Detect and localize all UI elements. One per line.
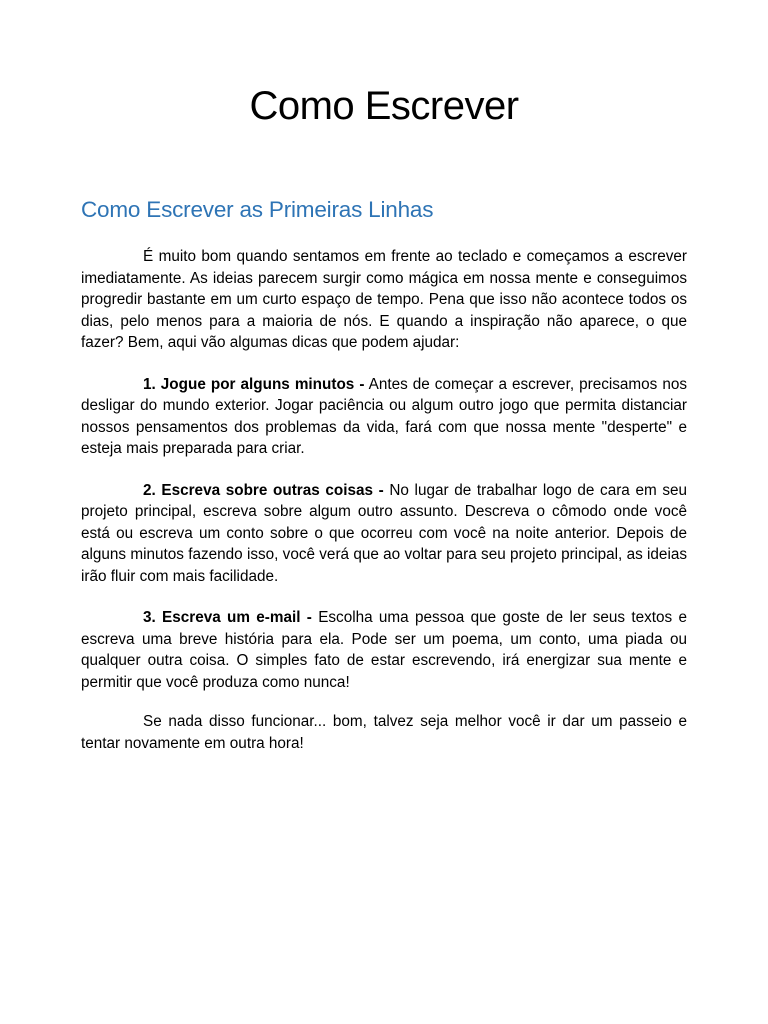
document-body bbox=[81, 246, 687, 774]
closing-paragraph: Se nada disso funcionar... bom, talvez seja melhor você ir dar um passeio e tentar novamente em outra hora! bbox=[81, 713, 687, 752]
section-heading: Como Escrever as Primeiras Linhas bbox=[81, 197, 434, 222]
tip-text-3: Escolha uma pessoa que goste de ler seus textos e escreva uma breve história para ela. Pode ser um poema, um conto, uma piada ou qualquer outra coisa. O simples fato de estar escrevendo, irá energizar sua mente e permitir que você produza como nunca! bbox=[81, 609, 688, 691]
document-title: Como Escrever bbox=[249, 84, 519, 128]
intro-paragraph: É muito bom quando sentamos em frente ao teclado e começamos a escrever imediatamente. As ideias parecem surgir como mágica em nossa mente e conseguimos progredir bastante em um curto espaço de tempo. Pena que isso não acontece todos os dias, pelo menos para a maioria de nós. E quando a inspiração não aparece, o que fazer? Bem, aqui vão algumas dicas que podem ajudar: bbox=[81, 248, 687, 351]
tip-heading-2: 2. Escreva sobre outras coisas - bbox=[143, 481, 384, 499]
tip-text-2: No lugar de trabalhar logo de cara em seu projeto principal, escreva sobre algum outro assunto. Descreva o cômodo onde você está ou escreva um conto sobre o que ocorreu com você na noite anterior. Depois de alguns minutos fazendo isso, você verá que ao voltar para seu projeto principal, as ideias irão fluir com mais facilidade. bbox=[81, 481, 687, 585]
tip-paragraph-1 bbox=[81, 374, 687, 460]
tip-heading-3: 3. Escreva um e-mail - bbox=[143, 609, 312, 626]
tip-text-1: Antes de começar a escrever, precisamos nos desligar do mundo exterior. Jogar paciência ou algum outro jogo que permita distanciar nossos pensamentos dos problemas da vida, fará com que nossa mente "desperte" e esteja mais preparada para criar. bbox=[81, 375, 687, 457]
tip-paragraph-2 bbox=[81, 480, 687, 588]
tip-heading-1: 1. Jogue por alguns minutos - bbox=[143, 375, 365, 393]
tip-paragraph-3 bbox=[81, 607, 687, 693]
